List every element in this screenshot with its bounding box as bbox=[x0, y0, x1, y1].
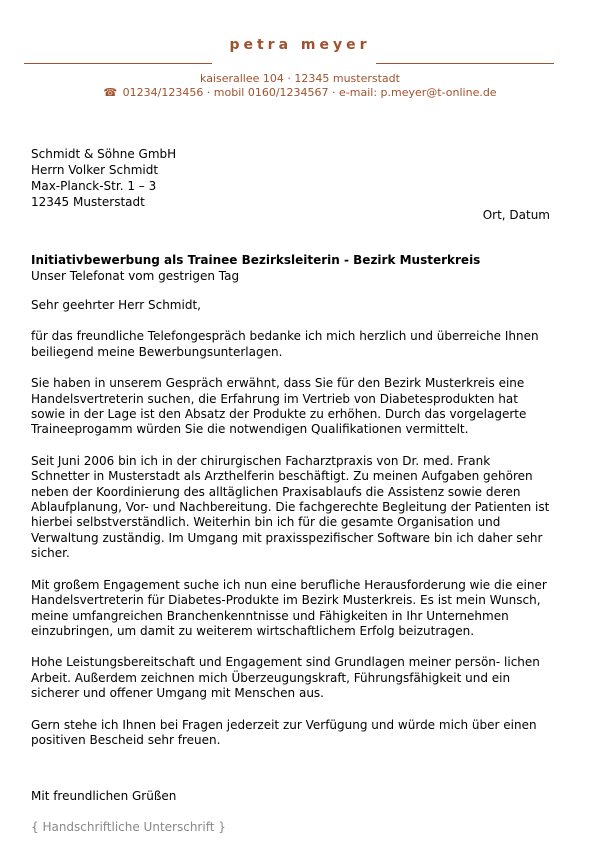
recipient-person: Herrn Volker Schmidt bbox=[31, 163, 159, 177]
sender-contact-text: 01234/123456 · mobil 0160/1234567 · e-mail: p.meyer@t-online.de bbox=[122, 86, 497, 99]
recipient-city: 12345 Musterstadt bbox=[31, 195, 145, 209]
recipient-company: Schmidt & Söhne GmbH bbox=[31, 147, 177, 161]
recipient-street: Max-Planck-Str. 1 – 3 bbox=[31, 179, 157, 193]
signature-placeholder: { Handschriftliche Unterschrift } bbox=[31, 820, 226, 834]
phone-icon: ☎ bbox=[103, 86, 118, 99]
header-divider-right bbox=[376, 63, 554, 64]
body-paragraph-3: Seit Juni 2006 bin ich in der chirurgischen Facharztpraxis von Dr. med. Frank Schnetter in Musterstadt als Arzthelferin beschäftigt. Zu meinen Aufgaben gehören neben der Koordinierung des alltäglichen Praxisablaufs die Assistenz sowie deren Ablaufplanung, Vor- und Nachbereitung. Die fachgerechte Begleitung der Patienten ist hierbei selbstverständlich. Weiterhin bin ich für die gesamte Organisation und Verwaltung zuständig. Im Umgang mit praxisspezifischer Software bin ich daher sehr sicher. bbox=[31, 453, 550, 561]
recipient-address bbox=[31, 146, 176, 210]
body-paragraph-1: für das freundliche Telefongespräch bedanke ich mich herzlich und überreiche Ihnen beiliegend meine Bewerbungsunterlagen. bbox=[31, 329, 539, 359]
header-divider-left bbox=[24, 63, 212, 64]
closing-formula: Mit freundlichen Grüßen bbox=[31, 789, 177, 803]
body-paragraph-5: Hohe Leistungsbereitschaft und Engagement sind Grundlagen meiner persön- lichen Arbeit. Außerdem zeichnen mich Überzeugungskraft, Führungsfähigkeit und ein sicherer und offener Umgang mit Menschen aus. bbox=[31, 655, 540, 701]
sender-name: petra meyer bbox=[229, 37, 371, 53]
subject-block bbox=[31, 252, 571, 284]
body-paragraph-2: Sie haben in unserem Gespräch erwähnt, dass Sie für den Bezirk Musterkreis eine Handelsvertreterin suchen, die Erfahrung im Vertrieb von Diabetesprodukten hat sowie in der Lage ist den Absatz der Produkte zu erhöhen. Durch das vorgelagerte Traineeprogamm würden Sie die notwendigen Qualifikationen vermittelt. bbox=[31, 376, 527, 437]
letter-body bbox=[31, 298, 551, 764]
body-paragraph-6: Gern stehe ich Ihnen bei Fragen jederzeit zur Verfügung und würde mich über einen positiven Bescheid sehr freuen. bbox=[31, 717, 537, 747]
sender-contact-line bbox=[0, 86, 600, 100]
subject-line: Initiativbewerbung als Trainee Bezirksleiterin - Bezirk Musterkreis bbox=[31, 253, 481, 267]
place-date: Ort, Datum bbox=[482, 208, 550, 222]
subject-reference: Unser Telefonat vom gestrigen Tag bbox=[31, 269, 240, 283]
salutation: Sehr geehrter Herr Schmidt, bbox=[31, 298, 201, 312]
body-paragraph-4: Mit großem Engagement suche ich nun eine berufliche Herausforderung wie die einer Handelsvertreterin für Diabetes-Produkte im Bezirk Musterkreis. Es ist mein Wunsch, meine umfangreichen Branchenkenntnisse und Fähigkeiten in Ihr Unternehmen einzubringen, um damit zu weiterem wirtschaftlichem Erfolg beizutragen. bbox=[31, 577, 547, 638]
sender-address: kaiserallee 104 · 12345 musterstadt bbox=[200, 72, 400, 85]
